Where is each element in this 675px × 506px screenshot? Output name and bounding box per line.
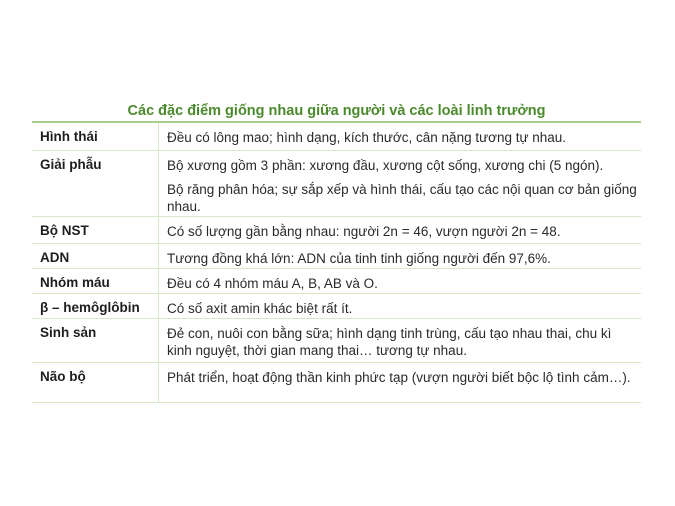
table-row-nao-bo — [32, 363, 641, 403]
row-label: Não bộ — [32, 363, 159, 402]
description-text: Đều có 4 nhóm máu A, B, AB và O. — [167, 276, 378, 291]
description-text: Có số lượng gần bằng nhau: người 2n = 46, vượn người 2n = 48. — [167, 224, 561, 239]
table-row-hinh-thai — [32, 123, 641, 151]
row-label: Sinh sản — [32, 319, 159, 362]
row-description — [159, 294, 641, 318]
row-label: β – hemôglôbin — [32, 294, 159, 318]
description-text: Đều có lông mao; hình dạng, kích thước, cân nặng tương tự nhau. — [167, 130, 567, 145]
row-description — [159, 244, 641, 268]
table-title: Các đặc điểm giống nhau giữa người và các loài linh trưởng — [127, 103, 546, 119]
table-row-nhom-mau — [32, 269, 641, 294]
row-description — [159, 151, 641, 216]
row-description — [159, 123, 641, 150]
table-row-beta-hemoglobin — [32, 294, 641, 319]
description-text: Bộ xương gồm 3 phần: xương đầu, xương cột sống, xương chi (5 ngón). — [167, 158, 604, 173]
row-description — [159, 363, 641, 402]
row-description — [159, 319, 641, 362]
row-description — [159, 269, 641, 293]
table-row-sinh-san — [32, 319, 641, 363]
description-text: Phát triển, hoạt động thần kinh phức tạp (vượn người biết bộc lộ tình cảm…). — [167, 370, 631, 385]
table-row-bo-nst — [32, 217, 641, 244]
row-label: Bộ NST — [32, 217, 159, 243]
row-label: ADN — [32, 244, 159, 268]
description-text: Đẻ con, nuôi con bằng sữa; hình dạng tinh trùng, cấu tạo nhau thai, chu kì kinh nguyệt, thời gian mang thai… tương tự nhau. — [167, 326, 612, 358]
description-text: Có số axit amin khác biệt rất ít. — [167, 301, 353, 316]
description-text: Bộ răng phân hóa; sự sắp xếp và hình thái, cấu tạo các nội quan cơ bản giống nhau. — [167, 182, 637, 214]
row-label: Nhóm máu — [32, 269, 159, 293]
row-description — [159, 217, 641, 243]
row-label: Giải phẫu — [32, 151, 159, 216]
table-row-adn — [32, 244, 641, 269]
table-row-giai-phau — [32, 151, 641, 217]
description-text: Tương đồng khá lớn: ADN của tinh tinh giống người đến 97,6%. — [167, 251, 551, 266]
comparison-table — [32, 121, 641, 403]
row-label: Hình thái — [32, 123, 159, 150]
